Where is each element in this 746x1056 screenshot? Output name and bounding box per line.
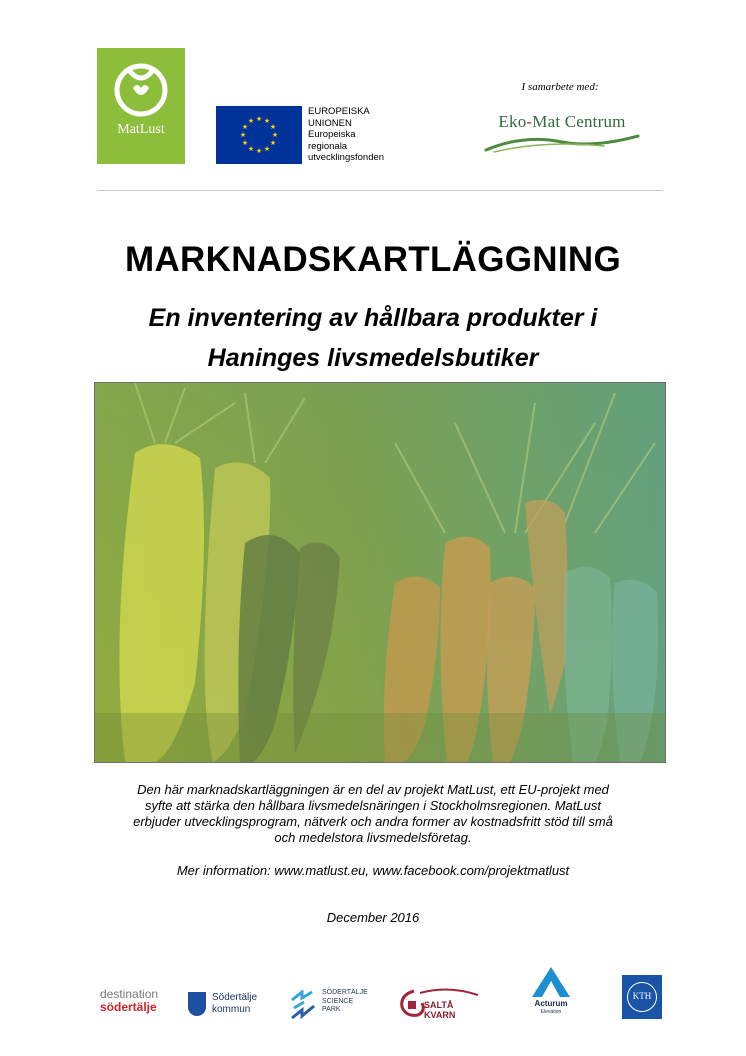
salta-kvarn-text: SALTÅ KVARN — [424, 1000, 456, 1020]
matlust-logo — [97, 48, 185, 164]
sodertalje-kommun-logo — [188, 990, 268, 1020]
svg-text:★: ★ — [269, 123, 277, 131]
header-divider — [97, 190, 663, 191]
eu-stars-icon — [216, 106, 302, 164]
subtitle-line1: En inventering av hållbara produkter i — [148, 304, 598, 332]
more-information: Mer information: www.matlust.eu, www.facebook.com/projektmatlust — [176, 863, 570, 878]
eu-fund-line2: regionala — [308, 140, 348, 152]
svg-text:★: ★ — [247, 117, 255, 125]
destination-sodertalje-logo — [100, 988, 164, 1014]
description-line3: erbjuder utvecklingsprogram, nätverk och andra former av kostnadsfritt stöd till små — [133, 814, 613, 829]
sodertalje-text: södertälje — [100, 1000, 157, 1014]
svg-text:★: ★ — [271, 131, 279, 139]
acturum-mountain-icon — [530, 965, 572, 999]
cooperation-label: I samarbete med: — [521, 81, 599, 93]
sodertalje-science-park-logo — [288, 988, 368, 1022]
ekomat-swoosh-icon — [484, 130, 640, 158]
science-park-text: SÖDERTÄLJE SCIENCE PARK — [322, 989, 368, 1013]
svg-text:★: ★ — [263, 117, 271, 125]
eu-flag — [216, 106, 302, 164]
eu-fund-line1: Europeiska — [308, 129, 356, 140]
science-park-icon — [288, 990, 318, 1020]
matlust-logo-text: MatLust — [117, 122, 165, 137]
eu-title-line1: EUROPEISKA — [308, 106, 370, 117]
ekomat-centrum-logo — [484, 108, 640, 158]
svg-text:★: ★ — [269, 139, 277, 147]
kth-text: KTH — [632, 991, 652, 1001]
subtitle-line2: Haninges livsmedelsbutiker — [207, 344, 539, 372]
kth-logo — [622, 975, 662, 1019]
acturum-subtext: Elevation — [540, 1009, 562, 1015]
svg-text:★: ★ — [241, 123, 249, 131]
svg-text:★: ★ — [263, 145, 271, 153]
acturum-logo — [526, 965, 576, 1015]
salta-kvarn-logo — [398, 985, 482, 1021]
publication-date: December 2016 — [326, 910, 420, 925]
svg-text:★: ★ — [239, 131, 247, 139]
eu-fund-line3: utvecklingsfonden — [308, 152, 385, 163]
document-title: MARKNADSKARTLÄGGNING — [125, 240, 621, 279]
document-subtitle — [40, 298, 706, 378]
matlust-tulip-icon — [109, 58, 173, 120]
project-description — [82, 782, 664, 846]
svg-text:★: ★ — [255, 115, 263, 123]
eu-title-line2: UNIONEN — [308, 117, 352, 129]
svg-text:★: ★ — [241, 139, 249, 147]
ekomat-logo-text: Eko-Mat Centrum — [498, 112, 626, 131]
destination-text: destination — [100, 987, 159, 1001]
sodertalje-kommun-text: Södertälje kommun — [212, 992, 258, 1015]
description-line1: Den här marknadskartläggningen är en del av projekt MatLust, ett EU-projekt med — [137, 782, 609, 797]
acturum-text: Acturum — [534, 999, 568, 1008]
description-line2: syfte att stärka den hållbara livsmedelsnäringen i Stockholmsregionen. MatLust — [145, 798, 601, 813]
carrots-photo — [94, 382, 666, 763]
sodertalje-shield-icon — [188, 992, 206, 1016]
svg-text:★: ★ — [247, 145, 255, 153]
description-line4: och medelstora livsmedelsföretag. — [274, 830, 472, 845]
eu-text-block — [308, 106, 418, 164]
svg-text:★: ★ — [255, 147, 263, 155]
